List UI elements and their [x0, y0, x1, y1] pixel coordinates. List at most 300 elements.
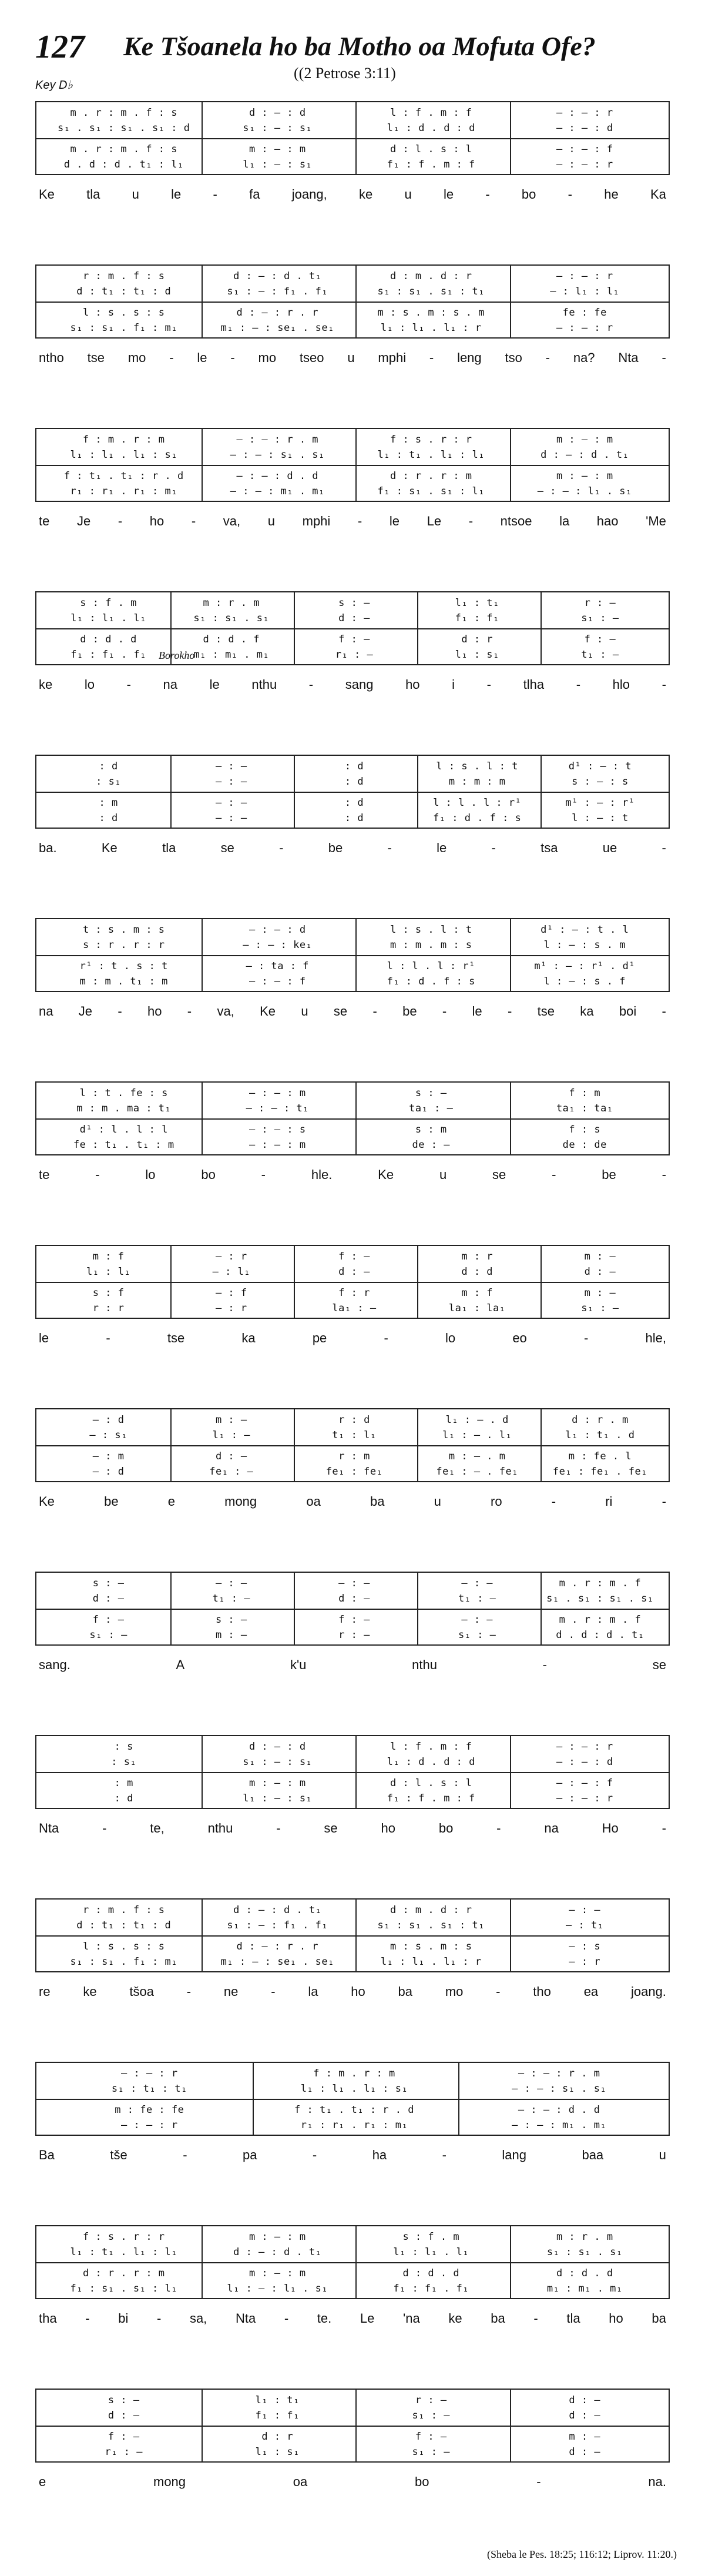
solfa-measure: de : — — [412, 1139, 450, 1151]
lyric-syllable: se — [652, 1657, 666, 1672]
lyric-syllable: joang. — [630, 1984, 666, 1999]
solfa-measure: — : — : s₁ . s₁ — [230, 449, 325, 461]
voice-row — [47, 304, 662, 321]
staff-divider — [36, 2099, 669, 2100]
lyric-syllable: le — [197, 350, 207, 365]
solfa-measure: s₁ : t₁ : t₁ — [111, 2083, 187, 2095]
solfa-measure: d : d . f — [203, 634, 260, 645]
solfa-measure: l : s . l : t — [436, 761, 518, 772]
lyric-syllable: ntsoe — [500, 514, 532, 528]
solfa-measure: l : t . fe : s — [79, 1087, 168, 1099]
solfa-measure: s : f . m — [80, 597, 137, 609]
lyric-syllable: - — [533, 2311, 538, 2326]
solfa-measure: l₁ : d . d : d — [387, 122, 475, 134]
lyric-syllable: bo — [201, 1167, 216, 1182]
lyrics-line — [35, 1004, 670, 1030]
voice-row — [47, 320, 662, 336]
lyric-syllable: - — [271, 1984, 276, 1999]
music-system — [35, 1572, 670, 1683]
solfa-measure: m¹ : — : r¹ . d¹ — [534, 960, 636, 972]
solfa-measure: s₁ . s₁ : s₁ . s₁ : d — [58, 122, 190, 134]
solfa-measure: — : m — [92, 1451, 125, 1462]
voice-row — [47, 120, 662, 136]
lyric-syllable: u — [659, 2148, 666, 2162]
solfa-measure: m : r — [461, 1251, 494, 1262]
lyric-syllable: u — [404, 187, 412, 202]
solfa-measure: d : t₁ : t₁ : d — [76, 286, 172, 297]
solfa-measure: t₁ : — — [212, 1593, 251, 1604]
lyric-syllable: pe — [312, 1331, 327, 1345]
voice-row — [47, 1463, 662, 1480]
music-system — [35, 101, 670, 213]
voice-row — [47, 1121, 662, 1138]
voice-row — [47, 1248, 662, 1265]
lyric-syllable: le — [39, 1331, 49, 1345]
lyric-syllable: - — [276, 1821, 281, 1835]
lyrics-line — [35, 1167, 670, 1193]
solfa-measure: — : — : r — [556, 322, 613, 334]
lyric-syllable: u — [301, 1004, 308, 1019]
solfa-measure: — : — : d . d — [518, 2104, 600, 2116]
voice-row — [47, 1412, 662, 1428]
lyric-syllable: ro — [491, 1494, 502, 1509]
solfa-measure: d : — : d . t₁ — [233, 1904, 322, 1916]
solfa-measure: — : — : f — [249, 976, 306, 987]
solfa-measure: d : — — [569, 2446, 601, 2458]
lyric-syllable: sang — [345, 677, 374, 692]
lyric-syllable: u — [132, 187, 139, 202]
solfa-measure: la₁ : — — [332, 1302, 377, 1314]
lyric-syllable: ba — [398, 1984, 413, 1999]
solfa-measure: s : f . m — [402, 2231, 460, 2243]
lyric-syllable: - — [496, 1984, 501, 1999]
staff-divider — [36, 1282, 669, 1283]
solfa-measure: d : — — [569, 2394, 601, 2406]
solfa-measure: : s₁ — [111, 1756, 137, 1768]
lyric-syllable: ho — [405, 677, 420, 692]
solfa-measure: — : s₁ — [89, 1429, 127, 1441]
music-system — [35, 1408, 670, 1520]
solfa-measure: — : — — [461, 1577, 494, 1589]
solfa-measure: d : — — [215, 1451, 247, 1462]
voice-row — [47, 2428, 662, 2445]
lyrics-line — [35, 1984, 670, 2010]
solfa-measure: l₁ : — . d — [445, 1414, 509, 1426]
staff-box — [35, 1408, 670, 1482]
voice-row — [47, 922, 662, 938]
solfa-measure: — : — : m — [249, 1087, 306, 1099]
solfa-measure: — : — : r . m — [236, 434, 319, 445]
solfa-measure: d¹ : — : t — [568, 761, 632, 772]
solfa-measure: l₁ : — — [212, 1429, 251, 1441]
music-system — [35, 2225, 670, 2337]
lyric-syllable: u — [434, 1494, 441, 1509]
solfa-measure: d . d : d . t₁ : l₁ — [63, 159, 184, 170]
lyric-syllable: va, — [223, 514, 241, 528]
lyric-syllable: lo — [84, 677, 95, 692]
lyric-syllable: hle, — [645, 1331, 666, 1345]
lyric-syllable: ke — [358, 187, 373, 202]
solfa-measure: r : d — [338, 1414, 370, 1426]
lyric-syllable: la — [559, 514, 570, 528]
music-system — [35, 918, 670, 1030]
solfa-measure: l₁ : t₁ . d — [565, 1429, 635, 1441]
solfa-measure: f : r — [338, 1287, 370, 1299]
lyric-syllable: u — [267, 514, 276, 528]
voice-row — [47, 1790, 662, 1807]
solfa-measure: m : r . m — [556, 2231, 613, 2243]
lyric-syllable: ka — [580, 1004, 594, 1019]
solfa-measure: l₁ : t₁ — [255, 2394, 300, 2406]
lyric-syllable: ho — [149, 514, 164, 528]
lyric-syllable: na — [39, 1004, 53, 1019]
hymn-number: 127 — [35, 29, 85, 65]
solfa-measure: f : m . r : m — [313, 2068, 395, 2079]
solfa-measure: f : — — [338, 1614, 370, 1626]
lyric-syllable: A — [176, 1657, 185, 1672]
solfa-measure: f₁ : f . m : f — [387, 1793, 475, 1804]
solfa-measure: : d — [344, 812, 364, 824]
lyric-syllable: oa — [306, 1494, 321, 1509]
solfa-measure: f : — — [92, 1614, 125, 1626]
lyric-syllable: na — [163, 677, 178, 692]
voice-row — [47, 483, 662, 500]
staff-divider — [36, 1609, 669, 1610]
voice-row — [47, 1085, 662, 1101]
lyric-syllable: - — [662, 1004, 666, 1019]
solfa-measure: r : m . f : s — [82, 1904, 165, 1916]
staff-box — [35, 1572, 670, 1646]
lyric-syllable: tho — [533, 1984, 551, 1999]
solfa-measure: — : — : d . d — [236, 470, 319, 482]
lyric-syllable: - — [486, 677, 491, 692]
solfa-measure: f₁ : s₁ . s₁ : l₁ — [70, 2283, 177, 2294]
voice-row — [47, 2392, 662, 2408]
lyric-syllable: mo — [258, 350, 277, 365]
voice-row — [47, 1448, 662, 1465]
solfa-measure: l₁ : l₁ . l₁ : r — [380, 1956, 482, 1968]
lyric-syllable: Le — [427, 514, 442, 528]
solfa-measure: m : — : m — [249, 2267, 306, 2279]
lyric-syllable: - — [662, 1821, 666, 1835]
solfa-measure: f₁ : f₁ — [255, 2410, 300, 2421]
solfa-measure: m₁ : m₁ . m₁ — [193, 649, 270, 661]
solfa-measure: f : — — [415, 2431, 447, 2443]
solfa-measure: — : — : s — [249, 1124, 306, 1135]
music-system — [35, 2389, 670, 2500]
section-label: Borokho — [159, 649, 195, 661]
staff-divider — [36, 465, 669, 466]
solfa-measure: — : — — [215, 776, 247, 788]
solfa-measure: r₁ : — — [335, 649, 374, 661]
solfa-measure: l₁ : s₁ — [455, 649, 499, 661]
solfa-measure: r : — — [415, 2394, 447, 2406]
lyric-syllable: te — [39, 514, 50, 528]
voice-row — [47, 1738, 662, 1755]
solfa-measure: m : fe : fe — [115, 2104, 184, 2116]
lyric-syllable: se — [324, 1821, 338, 1835]
solfa-measure: — : — : l₁ . s₁ — [537, 485, 632, 497]
lyric-syllable: mo — [127, 350, 146, 365]
lyric-syllable: tše — [110, 2148, 127, 2162]
lyric-syllable: - — [85, 2311, 90, 2326]
music-system — [35, 755, 670, 866]
voice-row — [47, 958, 662, 974]
voice-row — [47, 2407, 662, 2424]
solfa-measure: : d — [344, 797, 364, 809]
solfa-measure: la₁ : la₁ — [448, 1302, 506, 1314]
voice-row — [47, 2229, 662, 2245]
lyric-syllable: Ke — [39, 187, 55, 202]
staff-divider — [36, 2262, 669, 2263]
lyric-syllable: lo — [145, 1167, 156, 1182]
solfa-measure: — : — : r — [556, 1793, 613, 1804]
solfa-measure: — : d — [92, 1414, 125, 1426]
lyric-syllable: ke — [39, 677, 53, 692]
voice-row — [47, 141, 662, 158]
lyric-syllable: - — [186, 1984, 192, 1999]
lyric-syllable: - — [169, 350, 174, 365]
lyric-syllable: tse — [537, 1004, 555, 1019]
staff-divider — [36, 628, 669, 629]
staff-box — [35, 264, 670, 339]
lyric-syllable: be — [328, 840, 343, 855]
lyric-syllable: - — [308, 677, 314, 692]
staff-box — [35, 591, 670, 665]
lyric-syllable: he — [604, 187, 619, 202]
lyric-syllable: Nta — [39, 1821, 59, 1835]
lyrics-line — [35, 187, 670, 213]
lyric-syllable: e — [167, 1494, 175, 1509]
footer-references: (Sheba le Pes. 18:25; 116:12; Liprov. 11:20.) — [487, 2548, 677, 2560]
solfa-measure: m : — : m — [249, 2231, 306, 2243]
solfa-measure: f : s . r : r — [390, 434, 472, 445]
lyric-syllable: Je — [78, 1004, 93, 1019]
solfa-measure: t₁ : — — [581, 649, 619, 661]
staff-box — [35, 2389, 670, 2463]
solfa-measure: t₁ : l₁ — [332, 1429, 377, 1441]
lyrics-line — [35, 2311, 670, 2337]
staff-box — [35, 2062, 670, 2136]
solfa-measure: : d — [99, 761, 118, 772]
voice-row — [47, 283, 662, 300]
solfa-measure: m : m . m : s — [390, 939, 472, 951]
hymn-header — [35, 28, 676, 99]
solfa-measure: s₁ : s₁ . s₁ : t₁ — [377, 286, 485, 297]
solfa-measure: f : — — [584, 634, 616, 645]
solfa-measure: — : — — [215, 761, 247, 772]
lyric-syllable: Ke — [101, 840, 118, 855]
lyric-syllable: na — [544, 1821, 559, 1835]
lyric-syllable: tse — [87, 350, 105, 365]
lyric-syllable: tlha — [523, 677, 545, 692]
staff-divider — [36, 955, 669, 956]
lyric-syllable: oa — [293, 2474, 308, 2489]
solfa-measure: m : s . m : s — [390, 1941, 472, 1952]
lyric-syllable: - — [662, 677, 666, 692]
solfa-measure: d : — — [92, 1593, 125, 1604]
lyric-syllable: - — [156, 2311, 162, 2326]
solfa-measure: m : — — [215, 1629, 247, 1641]
solfa-measure: d : — — [338, 1266, 370, 1278]
lyric-syllable: tla — [162, 840, 176, 855]
solfa-measure: — : — : r — [556, 1741, 613, 1753]
voice-row — [47, 1264, 662, 1280]
solfa-measure: : m — [114, 1777, 133, 1789]
lyric-syllable: hao — [596, 514, 619, 528]
voice-row — [47, 431, 662, 448]
lyric-syllable: - — [95, 1167, 100, 1182]
voice-row — [47, 1285, 662, 1301]
lyric-syllable: ka — [241, 1331, 256, 1345]
lyric-syllable: lo — [445, 1331, 456, 1345]
lyric-syllable: - — [106, 1331, 110, 1345]
music-system — [35, 1245, 670, 1356]
lyric-syllable: tso — [505, 350, 522, 365]
lyric-syllable: - — [485, 187, 490, 202]
lyric-syllable: Ho — [602, 1821, 619, 1835]
lyric-syllable: - — [442, 1004, 447, 1019]
lyric-syllable: tse — [167, 1331, 185, 1345]
lyric-syllable: - — [491, 840, 496, 855]
solfa-measure: t : s . m : s — [82, 924, 165, 936]
solfa-measure: d : — : d . t₁ — [540, 449, 629, 461]
lyric-syllable: - — [442, 2148, 446, 2162]
solfa-measure: — : — : r . m — [518, 2068, 600, 2079]
solfa-measure: l : s . s : s — [82, 307, 165, 319]
music-system — [35, 1898, 670, 2010]
lyric-syllable: Je — [76, 514, 91, 528]
lyric-syllable: - — [662, 1167, 666, 1182]
solfa-measure: m¹ : — : r¹ — [565, 797, 635, 809]
voice-row — [47, 1938, 662, 1955]
voice-row — [47, 2265, 662, 2282]
solfa-measure: s₁ : s₁ . s₁ — [546, 2246, 623, 2258]
voice-row — [47, 631, 662, 648]
lyric-syllable: - — [191, 514, 196, 528]
staff-box — [35, 755, 670, 829]
lyric-syllable: - — [662, 840, 666, 855]
solfa-measure: m . r : m . f : s — [70, 143, 177, 155]
staff-divider — [36, 302, 669, 303]
lyrics-line — [35, 840, 670, 866]
lyric-syllable: ntho — [39, 350, 64, 365]
lyric-syllable: tsa — [540, 840, 558, 855]
solfa-measure: — : — : s₁ . s₁ — [512, 2083, 607, 2095]
solfa-measure: s : — : s — [572, 776, 629, 788]
solfa-measure: m : fe . l — [568, 1451, 632, 1462]
lyric-syllable: - — [662, 1494, 666, 1509]
solfa-measure: m : m : m — [448, 776, 506, 788]
solfa-measure: — : — : ke₁ — [243, 939, 313, 951]
staff-divider — [36, 1935, 669, 1937]
lyric-syllable: ba — [652, 2311, 666, 2326]
voice-row — [47, 2244, 662, 2260]
voice-row — [47, 468, 662, 484]
solfa-measure: s : r . r : r — [82, 939, 165, 951]
solfa-measure: — : — : r — [121, 2068, 178, 2079]
solfa-measure: — : t₁ — [566, 1920, 604, 1931]
solfa-measure: m : s . m : s . m — [377, 307, 485, 319]
voice-row — [47, 973, 662, 990]
solfa-measure: m : — — [215, 1414, 247, 1426]
voice-row — [47, 1627, 662, 1643]
staff-box — [35, 918, 670, 992]
lyric-syllable: se — [333, 1004, 348, 1019]
solfa-measure: ta₁ : ta₁ — [556, 1103, 613, 1114]
solfa-measure: s₁ : — — [412, 2446, 450, 2458]
lyrics-line — [35, 1657, 670, 1683]
solfa-measure: d : — : d . t₁ — [233, 270, 322, 282]
lyric-syllable: tšoa — [129, 1984, 154, 1999]
lyric-syllable: baa — [582, 2148, 604, 2162]
voice-row — [47, 2280, 662, 2297]
solfa-measure: m : — : m — [249, 143, 306, 155]
solfa-measure: — : l₁ : l₁ — [550, 286, 620, 297]
solfa-measure: l : f . m : f — [390, 1741, 472, 1753]
lyric-syllable: - — [372, 1004, 377, 1019]
lyric-syllable: - — [468, 514, 474, 528]
solfa-measure: s : — — [108, 2394, 140, 2406]
solfa-measure: d : — : d — [249, 107, 306, 119]
solfa-measure: d : m . d : r — [390, 1904, 472, 1916]
solfa-measure: l₁ : l₁ . l₁ — [393, 2246, 469, 2258]
solfa-measure: l₁ : — : s₁ — [243, 1793, 313, 1804]
voice-row — [47, 610, 662, 627]
solfa-measure: r¹ : t . s : t — [79, 960, 168, 972]
solfa-measure: l₁ : — . l₁ — [442, 1429, 512, 1441]
solfa-measure: — : — : d — [556, 1756, 613, 1768]
lyric-syllable: tla — [86, 187, 100, 202]
solfa-measure: l₁ : l₁ . l₁ : s₁ — [70, 449, 177, 461]
lyric-syllable: - — [261, 1167, 266, 1182]
solfa-measure: l₁ : d . d : d — [387, 1756, 475, 1768]
solfa-measure: m : f — [92, 1251, 125, 1262]
solfa-measure: f : s . r : r — [82, 2231, 165, 2243]
lyric-syllable: leng — [457, 350, 482, 365]
solfa-measure: s₁ : — — [412, 2410, 450, 2421]
solfa-measure: s₁ : — : s₁ — [243, 122, 313, 134]
solfa-measure: s₁ . s₁ : s₁ . s₁ — [546, 1593, 654, 1604]
lyric-syllable: u — [347, 350, 355, 365]
solfa-measure: fe₁ : — — [209, 1466, 254, 1478]
key-signature: Key D♭ — [35, 79, 73, 92]
solfa-measure: — : — : m₁ . m₁ — [230, 485, 325, 497]
lyric-syllable: - — [552, 1167, 556, 1182]
lyric-syllable: - — [357, 514, 362, 528]
voice-row — [47, 1954, 662, 1970]
staff-box — [35, 1735, 670, 1809]
voice-row — [47, 1300, 662, 1317]
solfa-measure: — : s — [569, 1941, 601, 1952]
solfa-measure: m : f — [461, 1287, 494, 1299]
lyric-syllable: ha — [372, 2148, 387, 2162]
lyric-syllable: mo — [445, 1984, 464, 1999]
solfa-measure: d : — — [338, 1593, 370, 1604]
voice-row — [47, 268, 662, 284]
lyric-syllable: - — [279, 840, 284, 855]
lyric-syllable: la — [308, 1984, 318, 1999]
lyric-syllable: se — [220, 840, 234, 855]
lyric-syllable: le — [171, 187, 182, 202]
solfa-measure: d : — — [338, 612, 370, 624]
voice-row — [47, 1575, 662, 1592]
lyric-syllable: le — [443, 187, 454, 202]
music-system — [35, 428, 670, 540]
solfa-measure: — : — : f — [556, 1777, 613, 1789]
lyric-syllable: be — [402, 1004, 417, 1019]
solfa-measure: l : — : s . m — [543, 939, 626, 951]
